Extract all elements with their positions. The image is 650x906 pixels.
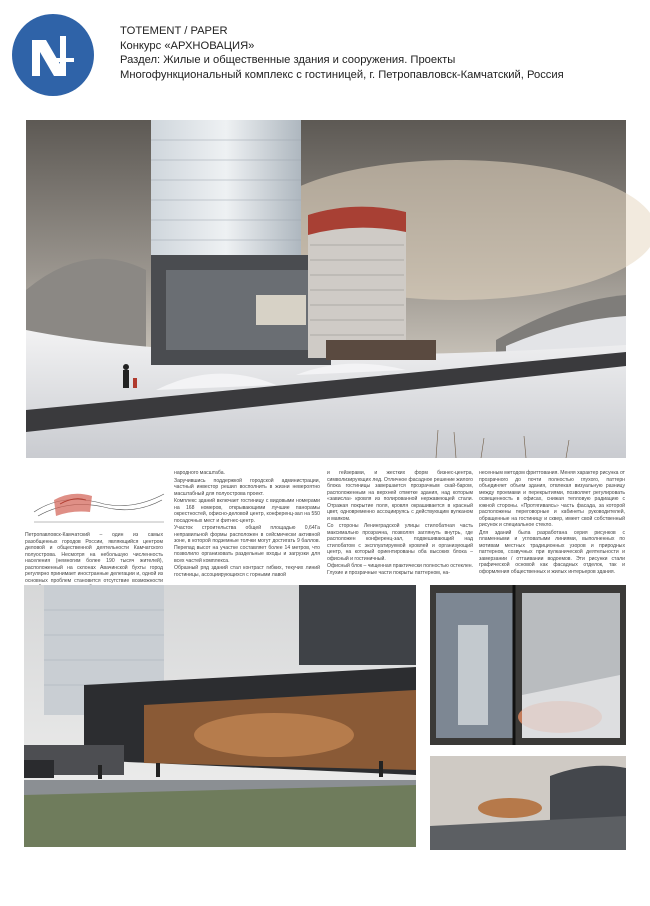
paragraph: народного масштаба. <box>174 470 225 476</box>
concept-sketch <box>24 482 170 528</box>
text-column-1 <box>25 532 163 584</box>
exterior-detail-render-image <box>430 756 626 850</box>
paragraph: Для зданий была разработана серия рисунков с пламенными и угловатыми линиями, выполненных по мотивам местных традиционных узоров и природных паттернов, созвучных при вулканической деятельности и замерзании / оттаивании водоемов. Эти рисунки стали графической основой как фасадных отделок, так и оформления общественных и жилых интерьеров здания. <box>479 529 625 575</box>
text-column-3 <box>327 470 473 582</box>
header-line-1: TOTEMENT / PAPER <box>120 25 228 37</box>
header-line-2: Конкурс «АРХНОВАЦИЯ» <box>120 39 255 52</box>
paragraph: Петропавловск-Камчатский – один из самых разобщенных городов России, являющийся центром деловой и общественной деятельности Камчатского полуострова. Несмотря на небольшую численность населения (немногим более 190 тысяч жителей), расположенный на склонах Авачинской бухты город регулярно принимает иностранные делегации и, одной из основных проблем становится отсутствие возможности <box>25 532 163 584</box>
header-line-3: Раздел: Жилые и общественные здания и сооружения. Проекты <box>120 54 456 66</box>
header <box>120 24 630 82</box>
paragraph: Образный ряд зданий стал контраст гибких, текучих линий гостиницы, ассоциирующихся с горными лавой <box>174 565 320 578</box>
paragraph: Со стороны Ленинградской улицы стилобатная часть максимально прозрачна, позволяя заглянуть внутрь, где расположен конференц-зал, подвешивающий над стилобатом с эксплуатируемой кровлей и организующий центр, на который ориентированы оба высоких блока – офисный и гостиничный. <box>327 523 473 562</box>
text-column-4 <box>479 470 625 582</box>
paragraph: и гейзерами, и жестких форм бизнес-центра, символизирующих лед. Отличное фасадное решение жилого блока гостиницы завершается прозрачным скай-баром, расположенным на верхней отметке здания, над которым «зависла» кровля из полированной нержавеющей стали. Отражая покрытие поля, кровля окрашивается в красный цвет, одновременно ассоциируясь с действующим вулканом и маяком. <box>327 470 473 522</box>
entrance-render-image <box>24 585 416 847</box>
paragraph: несенным методом фриттования. Меняя характер рисунка от прозрачного до почти полностью глухого, паттерн объединяет объем здания, отвлекая визуальную разницу между проемами и перекрытиями, позволяет регулировать освещенность в офисах, снижая тепловую радиацию с южной стороны. «Протягиваясь» часть фасада, за которой расположены переговорные и кабинеты руководителей, обращенные на гостиницу и сквер, имеет свой собственный рисунок и специальное стекло. <box>479 470 625 528</box>
paragraph: Участок строительства общей площадью 0,64Га неправильной формы расположен в сейсмически активной зоне, в которой подземные толчки могут достигать 9 баллов. Перепад высот на участке составляет более 14 метров, что позволило организовать раздельные входы и загрузки для всех частей комплекса. <box>174 525 320 564</box>
logo <box>12 14 94 96</box>
hero-render-image <box>26 120 626 458</box>
paragraph: Комплекс зданий включает гостиницу с видовыми номерами на 168 номеров, открывающими лучшие панорамы окрестностей, офисно-деловой центр, конференц-зал на 550 посадочных мест и фитнес-центр. <box>174 498 320 524</box>
paragraph: Офисный блок – чищенная практически полностью остеклен. Глухие и прозрачные части покрыты паттерном, на- <box>327 563 473 576</box>
header-line-4: Многофункциональный комплекс с гостиницей, г. Петропавловск-Камчатский, Россия <box>120 68 564 81</box>
logo-mark-icon <box>12 14 94 96</box>
interior-view-render-image <box>430 585 626 745</box>
text-column-2 <box>174 470 320 582</box>
paragraph: Заручившись поддержкой городской администрации, частный инвестор решил восполнить в жизни невероятно масштабный для полуострова проект. <box>174 477 320 497</box>
